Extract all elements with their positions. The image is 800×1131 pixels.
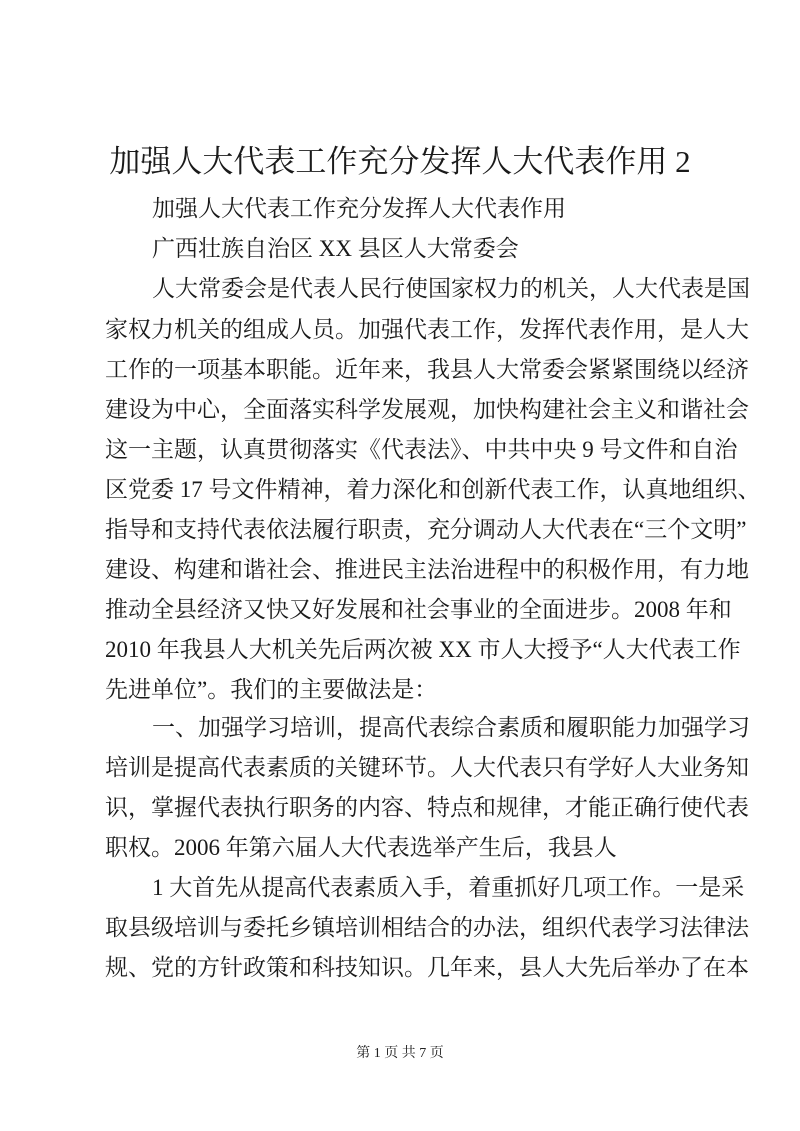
body-line: 推动全县经济又快又好发展和社会事业的全面进步。2008 年和 bbox=[105, 597, 732, 622]
document-author: 广西壮族自治区 XX 县区人大常委会 bbox=[152, 236, 519, 261]
document-subtitle: 加强人大代表工作充分发挥人大代表作用 bbox=[152, 196, 566, 221]
body-line: 取县级培训与委托乡镇培训相结合的办法，组织代表学习法律法 bbox=[105, 915, 749, 940]
body-line: 区党委 17 号文件精神，着力深化和创新代表工作，认真地组织、 bbox=[105, 477, 761, 502]
body-line: 先进单位”。我们的主要做法是： bbox=[105, 677, 438, 702]
body-line: 识，掌握代表执行职务的内容、特点和规律，才能正确行使代表 bbox=[105, 795, 749, 820]
body-line: 指导和支持代表依法履行职责，充分调动人大代表在“三个文明” bbox=[105, 517, 747, 542]
body-line: 培训是提高代表素质的关键环节。人大代表只有学好人大业务知 bbox=[105, 755, 749, 780]
body-line: 1 大首先从提高代表素质入手，着重抓好几项工作。一是采 bbox=[152, 875, 745, 900]
body-line: 建设、构建和谐社会、推进民主法治进程中的积极作用，有力地 bbox=[105, 557, 749, 582]
body-line: 一、加强学习培训，提高代表综合素质和履职能力加强学习 bbox=[152, 715, 750, 740]
body-line: 建设为中心，全面落实科学发展观，加快构建社会主义和谐社会 bbox=[105, 397, 749, 422]
document-title: 加强人大代表工作充分发挥人大代表作用 2 bbox=[109, 144, 691, 179]
body-line: 工作的一项基本职能。近年来，我县人大常委会紧紧围绕以经济 bbox=[105, 357, 749, 382]
body-line: 2010 年我县人大机关先后两次被 XX 市人大授予“人大代表工作 bbox=[105, 637, 741, 662]
body-line: 这一主题，认真贯彻落实《代表法》、中共中央 9 号文件和自治 bbox=[105, 437, 738, 462]
page-number: 第 1 页 共 7 页 bbox=[356, 1046, 444, 1061]
body-line: 职权。2006 年第六届人大代表选举产生后，我县人 bbox=[105, 835, 617, 860]
body-line: 人大常委会是代表人民行使国家权力的机关，人大代表是国 bbox=[152, 276, 750, 301]
body-line: 家权力机关的组成人员。加强代表工作，发挥代表作用，是人大 bbox=[105, 317, 749, 342]
body-line: 规、党的方针政策和科技知识。几年来，县人大先后举办了在本 bbox=[105, 955, 749, 980]
